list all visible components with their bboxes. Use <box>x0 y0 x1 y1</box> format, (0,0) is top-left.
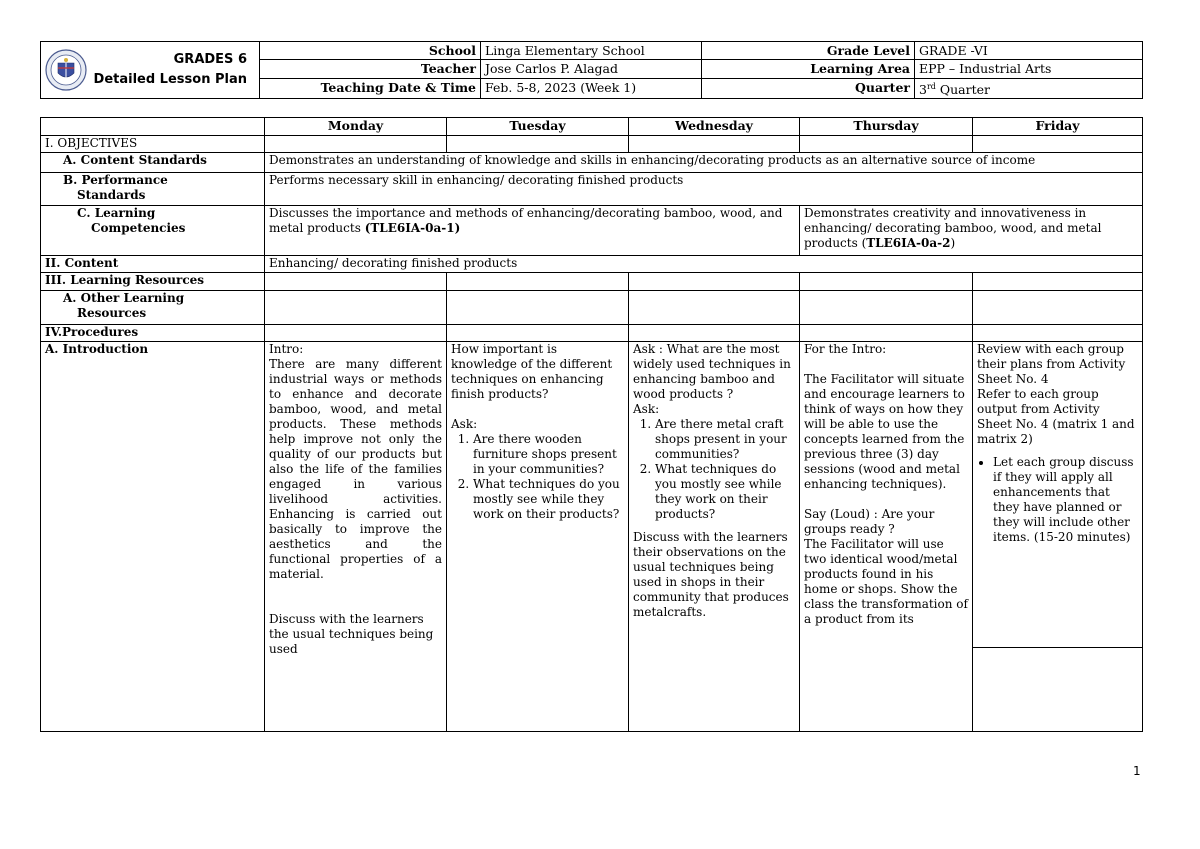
wednesday-ask-item: 1. Are there metal craft shops present in your communities? <box>655 417 795 462</box>
thursday-paragraph-2: Say (Loud) : Are your groups ready ? <box>804 507 935 536</box>
page-number: 1 <box>1133 764 1141 778</box>
competencies-mon-wed <box>265 206 800 256</box>
competencies-b-code: TLE6IA-0a-2 <box>866 236 951 250</box>
tuesday-question: How important is knowledge of the different techniques on enhancing finish products? <box>451 342 613 401</box>
performance-label-line2: Standards <box>77 188 146 202</box>
friday-bullet-item: • Let each group discuss if they will apply all enhancements that they have planned or they will include other items. (15-20 minutes) <box>993 455 1138 545</box>
friday-paragraph-2: Refer to each group output from Activity Sheet No. 4 (matrix 1 and matrix 2) <box>977 387 1135 446</box>
competencies-label-line2: Competencies <box>91 221 186 235</box>
school-label: School <box>260 42 481 60</box>
thursday-paragraph-1: The Facilitator will situate and encourage learners to think of ways on how they will be able to use the concepts learned from the previous three (3) day sessions (wood and metal enhancing techniques). <box>804 372 965 491</box>
content-standards-text: Demonstrates an understanding of knowledge and skills in enhancing/decorating products as an alternative source of income <box>265 153 1143 173</box>
competencies-b-text: Demonstrates creativity and innovativeness in enhancing/ decorating bamboo, wood, and metal products ( <box>804 206 1102 250</box>
learning-competencies-label <box>41 206 265 256</box>
objectives-label: I. OBJECTIVES <box>41 136 265 153</box>
other-resources-line2: Resources <box>77 306 147 320</box>
quarter-label: Quarter <box>702 78 915 98</box>
content-label: II. Content <box>41 256 265 273</box>
wednesday-ask-list <box>633 417 795 522</box>
other-resources-label <box>41 291 265 325</box>
deped-seal-icon <box>45 49 87 91</box>
quarter-number: 3 <box>919 81 927 97</box>
competencies-a-text: Discusses the importance and methods of enhancing/decorating bamboo, wood, and metal products <box>269 206 783 235</box>
monday-intro-body: There are many different industrial ways or methods to enhance and decorate bamboo, wood, and metal products. These methods help improve not only the quality of our products but also the life of the families engaged in various livelihood activities. Enhancing is carried out basically to improve the aesthetics and the functional properties of a material. <box>269 357 442 581</box>
day-monday: Monday <box>265 118 447 136</box>
monday-discuss: Discuss with the learners the usual techniques being used <box>269 612 434 656</box>
competencies-a-code: (TLE6IA-0a-1) <box>364 221 461 235</box>
thursday-intro-heading: For the Intro: <box>804 342 887 356</box>
wednesday-ask: Ask: <box>633 402 660 416</box>
header-table <box>40 41 1143 99</box>
quarter-value <box>915 78 1143 98</box>
quarter-ordinal: rd <box>926 81 936 91</box>
wednesday-discuss: Discuss with the learners their observations on the usual techniques being used in shops in their community that produces metalcrafts. <box>633 530 789 619</box>
grade-level-label: Grade Level <box>702 42 915 60</box>
performance-standards-text: Performs necessary skill in enhancing/ decorating finished products <box>265 173 1143 206</box>
friday-bullet-list <box>977 455 1138 545</box>
grade-level-value: GRADE -VI <box>915 42 1143 60</box>
intro-friday <box>973 342 1143 732</box>
grade-title: GRADES 6 <box>173 52 247 67</box>
school-value: Linga Elementary School <box>481 42 702 60</box>
tuesday-ask-item: 2. What techniques do you mostly see while they work on their products? <box>473 477 624 522</box>
content-text: Enhancing/ decorating finished products <box>265 256 1143 273</box>
day-tuesday: Tuesday <box>447 118 629 136</box>
learning-resources-label: III. Learning Resources <box>41 273 265 291</box>
procedures-label: IV.Procedures <box>41 325 265 342</box>
intro-thursday <box>800 342 973 732</box>
logo-cell <box>41 42 260 99</box>
friday-paragraph-1: Review with each group their plans from Activity Sheet No. 4 <box>977 342 1126 386</box>
corner-cell <box>41 118 265 136</box>
other-resources-line1: A. Other Learning <box>63 291 185 305</box>
quarter-text: Quarter <box>935 81 991 97</box>
wednesday-ask-item: 2. What techniques do you mostly see while they work on their products? <box>655 462 795 522</box>
day-friday: Friday <box>973 118 1143 136</box>
tuesday-ask-list <box>451 432 624 522</box>
friday-cell-divider <box>973 647 1142 648</box>
competencies-b-close: ) <box>950 236 956 250</box>
teaching-date-value: Feb. 5-8, 2023 (Week 1) <box>481 78 702 98</box>
thursday-paragraph-3: The Facilitator will use two identical wood/metal products found in his home or shops. Show the class the transformation of a product from its <box>804 537 968 626</box>
intro-monday <box>265 342 447 732</box>
teacher-label: Teacher <box>260 60 481 78</box>
plan-title: Detailed Lesson Plan <box>93 72 247 87</box>
teaching-date-label: Teaching Date & Time <box>260 78 481 98</box>
competencies-label-line1: C. Learning <box>77 206 156 220</box>
day-thursday: Thursday <box>800 118 973 136</box>
introduction-label: A. Introduction <box>41 342 265 732</box>
competencies-thu-fri <box>800 206 1143 256</box>
tuesday-ask: Ask: <box>451 417 478 431</box>
day-wednesday: Wednesday <box>629 118 800 136</box>
performance-standards-label <box>41 173 265 206</box>
intro-tuesday <box>447 342 629 732</box>
learning-area-value: EPP – Industrial Arts <box>915 60 1143 78</box>
content-standards-label: A. Content Standards <box>41 153 265 173</box>
performance-label-line1: B. Performance <box>63 173 168 187</box>
teacher-value: Jose Carlos P. Alagad <box>481 60 702 78</box>
wednesday-question: Ask : What are the most widely used techniques in enhancing bamboo and wood products ? <box>633 342 791 401</box>
intro-wednesday <box>629 342 800 732</box>
monday-intro-heading: Intro: <box>269 342 304 356</box>
learning-area-label: Learning Area <box>702 60 915 78</box>
tuesday-ask-item: 1. Are there wooden furniture shops present in your communities? <box>473 432 624 477</box>
lesson-plan-table <box>40 117 1143 732</box>
